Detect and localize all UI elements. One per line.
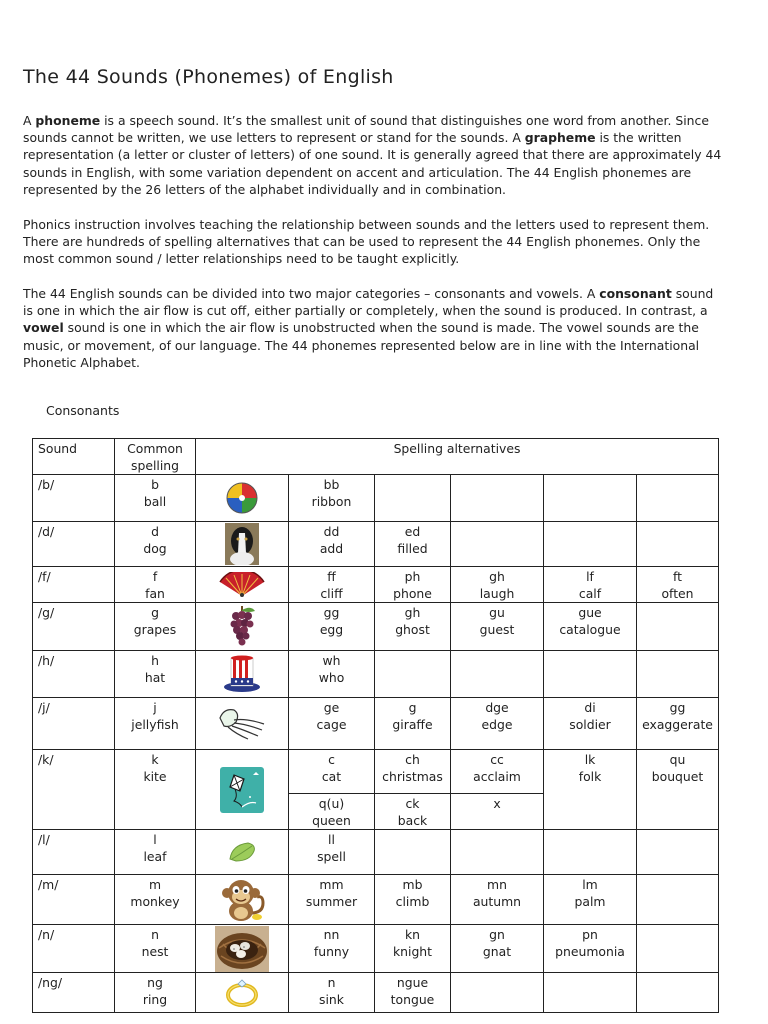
hat-icon bbox=[222, 654, 262, 694]
empty-cell bbox=[637, 603, 719, 651]
alt-spelling-cell: mn autumn bbox=[451, 875, 544, 925]
picture-cell bbox=[196, 698, 289, 750]
alt-spelling-cell: mm summer bbox=[289, 875, 375, 925]
alt-spelling-cell: gg egg bbox=[289, 603, 375, 651]
phonics-paragraph: Phonics instruction involves teaching the relationship between sounds and the letters used to represent them. There are hundreds of spelling alternatives that can be used to represent the 44 English phonemes. Only the most common sound / letter relationships need to be taught explicitly. bbox=[23, 217, 710, 267]
common-spelling-cell: k kite bbox=[115, 750, 196, 830]
alt-spelling-cell: gg exaggerate bbox=[637, 698, 719, 750]
sound-cell: /d/ bbox=[33, 522, 115, 567]
alt-spelling-cell: gue catalogue bbox=[544, 603, 637, 651]
table-row bbox=[33, 925, 719, 973]
alt-spelling-cell: q(u) queen bbox=[289, 794, 375, 830]
term-consonant: consonant bbox=[599, 286, 672, 301]
nest-icon bbox=[215, 926, 269, 972]
alt-spelling-cell: g giraffe bbox=[375, 698, 451, 750]
common-spelling-cell: h hat bbox=[115, 651, 196, 698]
common-spelling-cell: n nest bbox=[115, 925, 196, 973]
picture-cell bbox=[196, 750, 289, 830]
table-row bbox=[33, 973, 719, 1013]
alt-spelling-cell: ft often bbox=[637, 567, 719, 603]
common-spelling-cell: g grapes bbox=[115, 603, 196, 651]
empty-cell bbox=[375, 475, 451, 522]
alt-spelling-cell: nn funny bbox=[289, 925, 375, 973]
alt-spelling-cell: lm palm bbox=[544, 875, 637, 925]
empty-cell bbox=[375, 830, 451, 875]
alt-spelling-cell: n sink bbox=[289, 973, 375, 1013]
empty-cell bbox=[637, 522, 719, 567]
alt-spelling-cell: ge cage bbox=[289, 698, 375, 750]
sound-cell: /g/ bbox=[33, 603, 115, 651]
table-row bbox=[33, 603, 719, 651]
alt-spelling-cell: bb ribbon bbox=[289, 475, 375, 522]
sound-cell: /n/ bbox=[33, 925, 115, 973]
empty-cell bbox=[637, 973, 719, 1013]
alt-spelling-cell: ngue tongue bbox=[375, 973, 451, 1013]
empty-cell bbox=[451, 830, 544, 875]
empty-cell bbox=[544, 651, 637, 698]
table-row bbox=[33, 522, 719, 567]
empty-cell bbox=[375, 651, 451, 698]
sound-cell: /h/ bbox=[33, 651, 115, 698]
alt-spelling-cell: gh laugh bbox=[451, 567, 544, 603]
consonants-table bbox=[32, 438, 719, 1013]
common-spelling-cell: l leaf bbox=[115, 830, 196, 875]
term-grapheme: grapheme bbox=[524, 130, 596, 146]
monkey-icon bbox=[217, 877, 267, 923]
categories-paragraph: The 44 English sounds can be divided into two major categories – consonants and vowels. A consonant sound is one in which the air flow is cut off, either partially or completely, when the sound is produced. In contrast, a vowel sound is one in which the air flow is unobstructed when the sound is made. The vowel sounds are the music, or movement, of our language. The 44 phonemes represented below are in line with the International Phonetic Alphabet. bbox=[23, 286, 714, 370]
picture-cell bbox=[196, 522, 289, 567]
alt-spelling-cell: lk folk bbox=[544, 750, 637, 830]
empty-cell bbox=[544, 475, 637, 522]
sound-cell: /l/ bbox=[33, 830, 115, 875]
picture-cell bbox=[196, 651, 289, 698]
alt-spelling-cell: wh who bbox=[289, 651, 375, 698]
common-spelling-cell: b ball bbox=[115, 475, 196, 522]
common-spelling-cell: m monkey bbox=[115, 875, 196, 925]
consonants-heading: Consonants bbox=[46, 403, 120, 418]
alt-spelling-cell: ck back bbox=[375, 794, 451, 830]
table-row bbox=[33, 475, 719, 522]
alt-spelling-cell: gu guest bbox=[451, 603, 544, 651]
sound-cell: /m/ bbox=[33, 875, 115, 925]
fan-icon bbox=[218, 572, 266, 598]
empty-cell bbox=[637, 651, 719, 698]
alt-spelling-cell: ff cliff bbox=[289, 567, 375, 603]
empty-cell bbox=[451, 651, 544, 698]
sound-cell: /j/ bbox=[33, 698, 115, 750]
alt-spelling-cell: x bbox=[451, 794, 544, 830]
picture-cell bbox=[196, 830, 289, 875]
alt-spelling-cell: pn pneumonia bbox=[544, 925, 637, 973]
table-row bbox=[33, 651, 719, 698]
alt-spelling-cell: c cat bbox=[289, 750, 375, 794]
alt-spelling-cell: dge edge bbox=[451, 698, 544, 750]
empty-cell bbox=[637, 875, 719, 925]
table-row bbox=[33, 875, 719, 925]
empty-cell bbox=[637, 925, 719, 973]
kite-icon bbox=[220, 767, 264, 813]
alt-spelling-cell: gn gnat bbox=[451, 925, 544, 973]
sound-cell: /b/ bbox=[33, 475, 115, 522]
empty-cell bbox=[637, 830, 719, 875]
alt-spelling-cell: ph phone bbox=[375, 567, 451, 603]
dog-icon bbox=[225, 523, 259, 565]
common-spelling-cell: d dog bbox=[115, 522, 196, 567]
alt-spelling-cell: ch christmas bbox=[375, 750, 451, 794]
picture-cell bbox=[196, 925, 289, 973]
alt-spelling-cell: di soldier bbox=[544, 698, 637, 750]
alt-spelling-cell: cc acclaim bbox=[451, 750, 544, 794]
term-vowel: vowel bbox=[23, 320, 64, 336]
picture-cell bbox=[196, 603, 289, 651]
empty-cell bbox=[451, 475, 544, 522]
alt-spelling-cell: ll spell bbox=[289, 830, 375, 875]
header-spelling-alternatives: Spelling alternatives bbox=[196, 439, 719, 475]
alt-spelling-cell: kn knight bbox=[375, 925, 451, 973]
grapes-icon bbox=[227, 605, 257, 649]
header-common-spelling: Common spelling bbox=[115, 439, 196, 475]
alt-spelling-cell: gh ghost bbox=[375, 603, 451, 651]
common-spelling-cell: ng ring bbox=[115, 973, 196, 1013]
sound-cell: /ng/ bbox=[33, 973, 115, 1013]
header-sound: Sound bbox=[33, 439, 115, 475]
alt-spelling-cell: lf calf bbox=[544, 567, 637, 603]
empty-cell bbox=[544, 830, 637, 875]
table-row bbox=[33, 750, 719, 794]
picture-cell bbox=[196, 567, 289, 603]
alt-spelling-cell: mb climb bbox=[375, 875, 451, 925]
page-title: The 44 Sounds (Phonemes) of English bbox=[23, 66, 394, 88]
table-header-row bbox=[33, 439, 719, 475]
sound-cell: /f/ bbox=[33, 567, 115, 603]
empty-cell bbox=[451, 973, 544, 1013]
picture-cell bbox=[196, 875, 289, 925]
table-row bbox=[33, 698, 719, 750]
empty-cell bbox=[544, 973, 637, 1013]
table-row bbox=[33, 830, 719, 875]
empty-cell bbox=[637, 475, 719, 522]
table-row bbox=[33, 567, 719, 603]
term-phoneme: phoneme bbox=[35, 113, 101, 128]
beach-ball-icon bbox=[225, 481, 259, 515]
common-spelling-cell: j jellyfish bbox=[115, 698, 196, 750]
empty-cell bbox=[451, 522, 544, 567]
picture-cell bbox=[196, 973, 289, 1013]
leaf-icon bbox=[228, 841, 256, 863]
alt-spelling-cell: dd add bbox=[289, 522, 375, 567]
sound-cell: /k/ bbox=[33, 750, 115, 830]
alt-spelling-cell: ed filled bbox=[375, 522, 451, 567]
alt-spelling-cell: qu bouquet bbox=[637, 750, 719, 830]
picture-cell bbox=[196, 475, 289, 522]
empty-cell bbox=[544, 522, 637, 567]
ring-icon bbox=[224, 978, 260, 1008]
common-spelling-cell: f fan bbox=[115, 567, 196, 603]
intro-paragraph: A phoneme is a speech sound. It’s the smallest unit of sound that distinguishes one word from another. Since sounds cannot be written, we use letters to represent or stand for the sounds. A grapheme is the written representation (a letter or cluster of letters) of one sound. It is generally agreed that there are approximately 44 sounds in English, with some variation dependent on accent and articulation. The 44 English phonemes are represented by the 26 letters of the alphabet individually and in combination. bbox=[23, 113, 722, 197]
jellyfish-icon bbox=[216, 706, 268, 742]
